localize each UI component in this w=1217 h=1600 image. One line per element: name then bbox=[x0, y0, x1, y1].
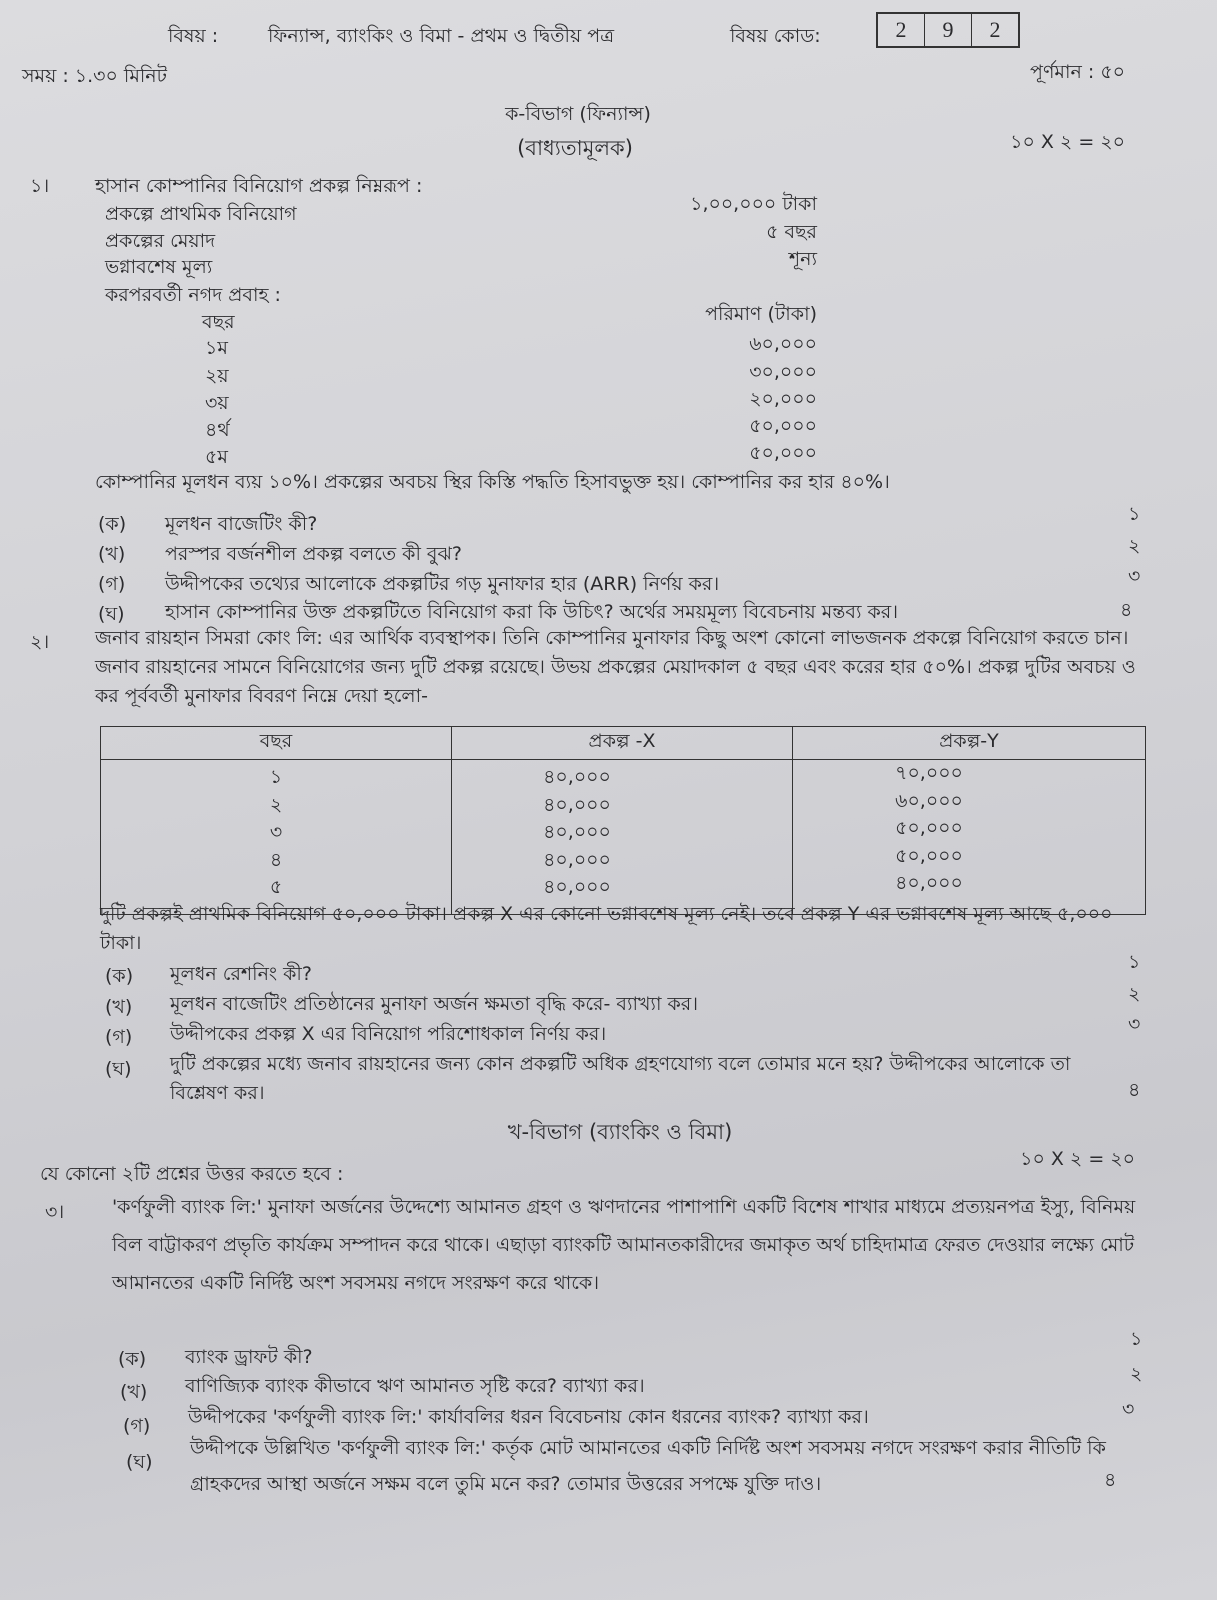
question-intro: হাসান কোম্পানির বিনিয়োগ প্রকল্প নিম্নরূপ : bbox=[95, 175, 423, 197]
question-number: ১। bbox=[30, 175, 50, 197]
sub-question: উদ্দীপকের তথ্যের আলোকে প্রকল্পটির গড় মুনাফার হার (ARR) নির্ণয় কর। bbox=[165, 573, 720, 595]
sub-mark: ৪ bbox=[1120, 599, 1133, 621]
table-body-row bbox=[101, 760, 1146, 915]
section-b-title: খ-বিভাগ (ব্যাংকিং ও বিমা) bbox=[507, 1120, 733, 1144]
subject-code-label: বিষয় কোড: bbox=[730, 25, 821, 47]
year: ৪র্থ bbox=[205, 419, 230, 441]
cell: ৪০,০০০ bbox=[543, 766, 611, 788]
sub-question: মূলধন রেশনিং কী? bbox=[170, 963, 312, 985]
exam-time: সময় : ১.৩০ মিনিট bbox=[22, 65, 168, 87]
amount: ৫০,০০০ bbox=[749, 415, 817, 437]
sub-tag: (ঘ) bbox=[126, 1451, 153, 1473]
cell: ২ bbox=[269, 793, 283, 816]
info-label: ভগ্নাবশেষ মূল্য bbox=[105, 256, 213, 278]
info-value: ১,০০,০০০ টাকা bbox=[690, 193, 817, 215]
subject-label: বিষয় : bbox=[168, 25, 219, 47]
question-note: কোম্পানির মূলধন ব্যয় ১০%। প্রকল্পের অবচয় স্থির কিস্তি পদ্ধতি হিসাবভুক্ত হয়। কোম্পানির কর হার ৪০%। bbox=[95, 471, 890, 493]
cell: ৫০,০০০ bbox=[895, 844, 963, 867]
sub-tag: (খ) bbox=[120, 1381, 148, 1403]
sub-mark: ৪ bbox=[1104, 1469, 1117, 1491]
cell: ৩ bbox=[269, 821, 283, 843]
sub-question: হাসান কোম্পানির উক্ত প্রকল্পটিতে বিনিয়োগ করা কি উচিৎ? অর্থের সময়মূল্য বিবেচনায় মন্তব্য কর। bbox=[165, 601, 899, 623]
question-stem: 'কর্ণফুলী ব্যাংক লি:' মুনাফা অর্জনের উদ্দেশ্যে আমানত গ্রহণ ও ঋণদানের পাশাপাশি একটি বিশেষ শাখার মাধ্যমে প্রত্যয়নপত্র ইস্যু, বিনিময় বিল বাট্টাকরণ প্রভৃতি কার্যক্রম সম্পাদন করে থাকে। এছাড়া ব্যাংকটি আমানতকারীদের জমাকৃত অর্থ চাহিদামাত্র ফেরত দেওয়ার লক্ষ্যে মোট আমানতের একটি নির্দিষ্ট অংশ সবসময় নগদে সংরক্ষণ করে থাকে। bbox=[112, 1196, 1136, 1294]
sub-tag: (ক) bbox=[118, 1348, 147, 1370]
sub-tag: (গ) bbox=[123, 1415, 151, 1437]
year-column bbox=[101, 760, 452, 915]
sub-question: মূলধন বাজেটিং প্রতিষ্ঠানের মুনাফা অর্জন ক্ষমতা বৃদ্ধি করে- ব্যাখ্যা কর। bbox=[170, 993, 699, 1015]
profit-table bbox=[100, 726, 1146, 915]
section-a-subtitle: (বাধ্যতামূলক) bbox=[517, 136, 633, 160]
sub-question: মূলধন বাজেটিং কী? bbox=[165, 513, 318, 535]
sub-mark: ১ bbox=[1128, 951, 1141, 973]
subject-name: ফিন্যান্স, ব্যাংকিং ও বিমা - প্রথম ও দ্বিতীয় পত্র bbox=[268, 25, 615, 47]
sub-mark: ৩ bbox=[1128, 565, 1141, 587]
col-header: বছর bbox=[101, 727, 452, 760]
col-header: প্রকল্প-Y bbox=[793, 727, 1146, 760]
col-header: প্রকল্প -X bbox=[452, 727, 793, 760]
sub-tag: (গ) bbox=[98, 573, 126, 595]
section-a-marks: ১০ X ২ = ২০ bbox=[1010, 131, 1125, 153]
info-label: প্রকল্পের মেয়াদ bbox=[105, 230, 216, 252]
cell: ৪০,০০০ bbox=[543, 848, 611, 871]
subject-code-box bbox=[876, 12, 1020, 48]
year: ৩য় bbox=[205, 392, 229, 414]
cell: ১ bbox=[269, 766, 283, 788]
sub-tag: (ঘ) bbox=[105, 1058, 132, 1080]
sub-mark: ২ bbox=[1128, 535, 1141, 557]
info-value: ৫ বছর bbox=[766, 221, 817, 243]
year: ১ম bbox=[205, 337, 228, 359]
sub-mark: ২ bbox=[1130, 1363, 1143, 1385]
sub-mark: ১ bbox=[1130, 1328, 1143, 1350]
cell: ৪০,০০০ bbox=[543, 821, 611, 843]
sub-tag: (খ) bbox=[105, 996, 133, 1018]
sub-tag: (ক) bbox=[98, 513, 127, 535]
sub-tag: (গ) bbox=[105, 1026, 133, 1048]
question-number: ২। bbox=[30, 631, 50, 653]
sub-tag: (ঘ) bbox=[98, 603, 125, 625]
section-b-marks: ১০ X ২ = ২০ bbox=[1020, 1148, 1135, 1170]
sub-mark: ৪ bbox=[1128, 1079, 1141, 1101]
sub-question: উদ্দীপকে উল্লিখিত 'কর্ণফুলী ব্যাংক লি:' কর্তৃক মোট আমানতের একটি নির্দিষ্ট অংশ সবসময় নগদে সংরক্ষণ করার নীতিটি কি গ্রাহকদের আস্থা অর্জনে সক্ষম বলে তুমি মনে কর? তোমার উত্তরের সপক্ষে যুক্তি দাও। bbox=[190, 1437, 1106, 1495]
info-label: করপরবর্তী নগদ প্রবাহ : bbox=[105, 284, 281, 306]
sub-question: দুটি প্রকল্পের মধ্যে জনাব রায়হানের জন্য কোন প্রকল্পটি অধিক গ্রহণযোগ্য বলে তোমার মনে হয়? উদ্দীপকের আলোকে তা বিশ্লেষণ কর। bbox=[170, 1053, 1071, 1104]
amount: ৫০,০০০ bbox=[749, 442, 817, 464]
cell: ৫০,০০০ bbox=[895, 817, 963, 839]
sub-mark: ৩ bbox=[1122, 1398, 1135, 1420]
cell: ৪০,০০০ bbox=[543, 876, 611, 898]
sub-tag: (খ) bbox=[98, 543, 126, 565]
full-marks: পূর্ণমান : ৫০ bbox=[1030, 61, 1125, 83]
sub-mark: ২ bbox=[1128, 983, 1141, 1005]
section-a-title: ক-বিভাগ (ফিন্যান্স) bbox=[505, 103, 651, 125]
cell: ৪০,০০০ bbox=[895, 872, 963, 894]
info-value: শূন্য bbox=[788, 248, 817, 270]
sub-mark: ১ bbox=[1128, 503, 1141, 525]
cell: ৭০,০০০ bbox=[895, 762, 963, 784]
code-digit: 2 bbox=[895, 17, 907, 42]
col-year: বছর bbox=[202, 311, 235, 333]
code-digit: 2 bbox=[971, 14, 1018, 46]
sub-mark: ৩ bbox=[1128, 1013, 1141, 1035]
question-number: ৩। bbox=[45, 1201, 65, 1223]
section-b-instruction: যে কোনো ২টি প্রশ্নের উত্তর করতে হবে : bbox=[40, 1163, 344, 1185]
cell: ৪০,০০০ bbox=[543, 793, 611, 816]
code-digit: 9 bbox=[924, 14, 971, 46]
amount: ৬০,০০০ bbox=[749, 333, 817, 355]
cell: ৫ bbox=[269, 876, 283, 898]
question-stem: জনাব রায়হান সিমরা কোং লি: এর আর্থিক ব্যবস্থাপক। তিনি কোম্পানির মুনাফার কিছু অংশ কোনো লাভজনক প্রকল্পে বিনিয়োগ করতে চান। জনাব রায়হানের সামনে বিনিয়োগের জন্য দুটি প্রকল্প রয়েছে। উভয় প্রকল্পের মেয়াদকাল ৫ বছর এবং করের হার ৫০%। প্রকল্প দুটির অবচয় ও কর পূর্ববর্তী মুনাফার বিবরণ নিম্নে দেয়া হলো- bbox=[95, 627, 1136, 707]
sub-question: উদ্দীপকের প্রকল্প X এর বিনিয়োগ পরিশোধকাল নির্ণয় কর। bbox=[170, 1023, 607, 1045]
col-amount: পরিমাণ (টাকা) bbox=[705, 303, 817, 325]
info-label: প্রকল্পে প্রাথমিক বিনিয়োগ bbox=[105, 203, 297, 225]
sub-question: বাণিজ্যিক ব্যাংক কীভাবে ঋণ আমানত সৃষ্টি করে? ব্যাখ্যা কর। bbox=[185, 1375, 645, 1397]
sub-question: ব্যাংক ড্রাফট কী? bbox=[185, 1346, 313, 1368]
table-header-row bbox=[101, 727, 1146, 760]
sub-tag: (ক) bbox=[105, 965, 134, 987]
amount: ৩০,০০০ bbox=[749, 361, 817, 383]
project-y-column bbox=[793, 760, 1146, 915]
year: ২য় bbox=[205, 365, 229, 387]
project-x-column bbox=[452, 760, 793, 915]
question-note: দুটি প্রকল্পই প্রাথমিক বিনিয়োগ ৫০,০০০ টাকা। প্রকল্প X এর কোনো ভগ্নাবশেষ মূল্য নেই। তবে প্রকল্প Y এর ভগ্নাবশেষ মূল্য আছে ৫,০০০ টাকা। bbox=[100, 903, 1113, 954]
sub-question: উদ্দীপকের 'কর্ণফুলী ব্যাংক লি:' কার্যাবলির ধরন বিবেচনায় কোন ধরনের ব্যাংক? ব্যাখ্যা কর। bbox=[188, 1406, 869, 1428]
amount: ২০,০০০ bbox=[749, 388, 817, 410]
cell: ৬০,০০০ bbox=[895, 789, 963, 812]
cell: ৪ bbox=[269, 848, 283, 871]
sub-question: পরস্পর বর্জনশীল প্রকল্প বলতে কী বুঝ? bbox=[165, 543, 462, 565]
year: ৫ম bbox=[205, 446, 228, 468]
